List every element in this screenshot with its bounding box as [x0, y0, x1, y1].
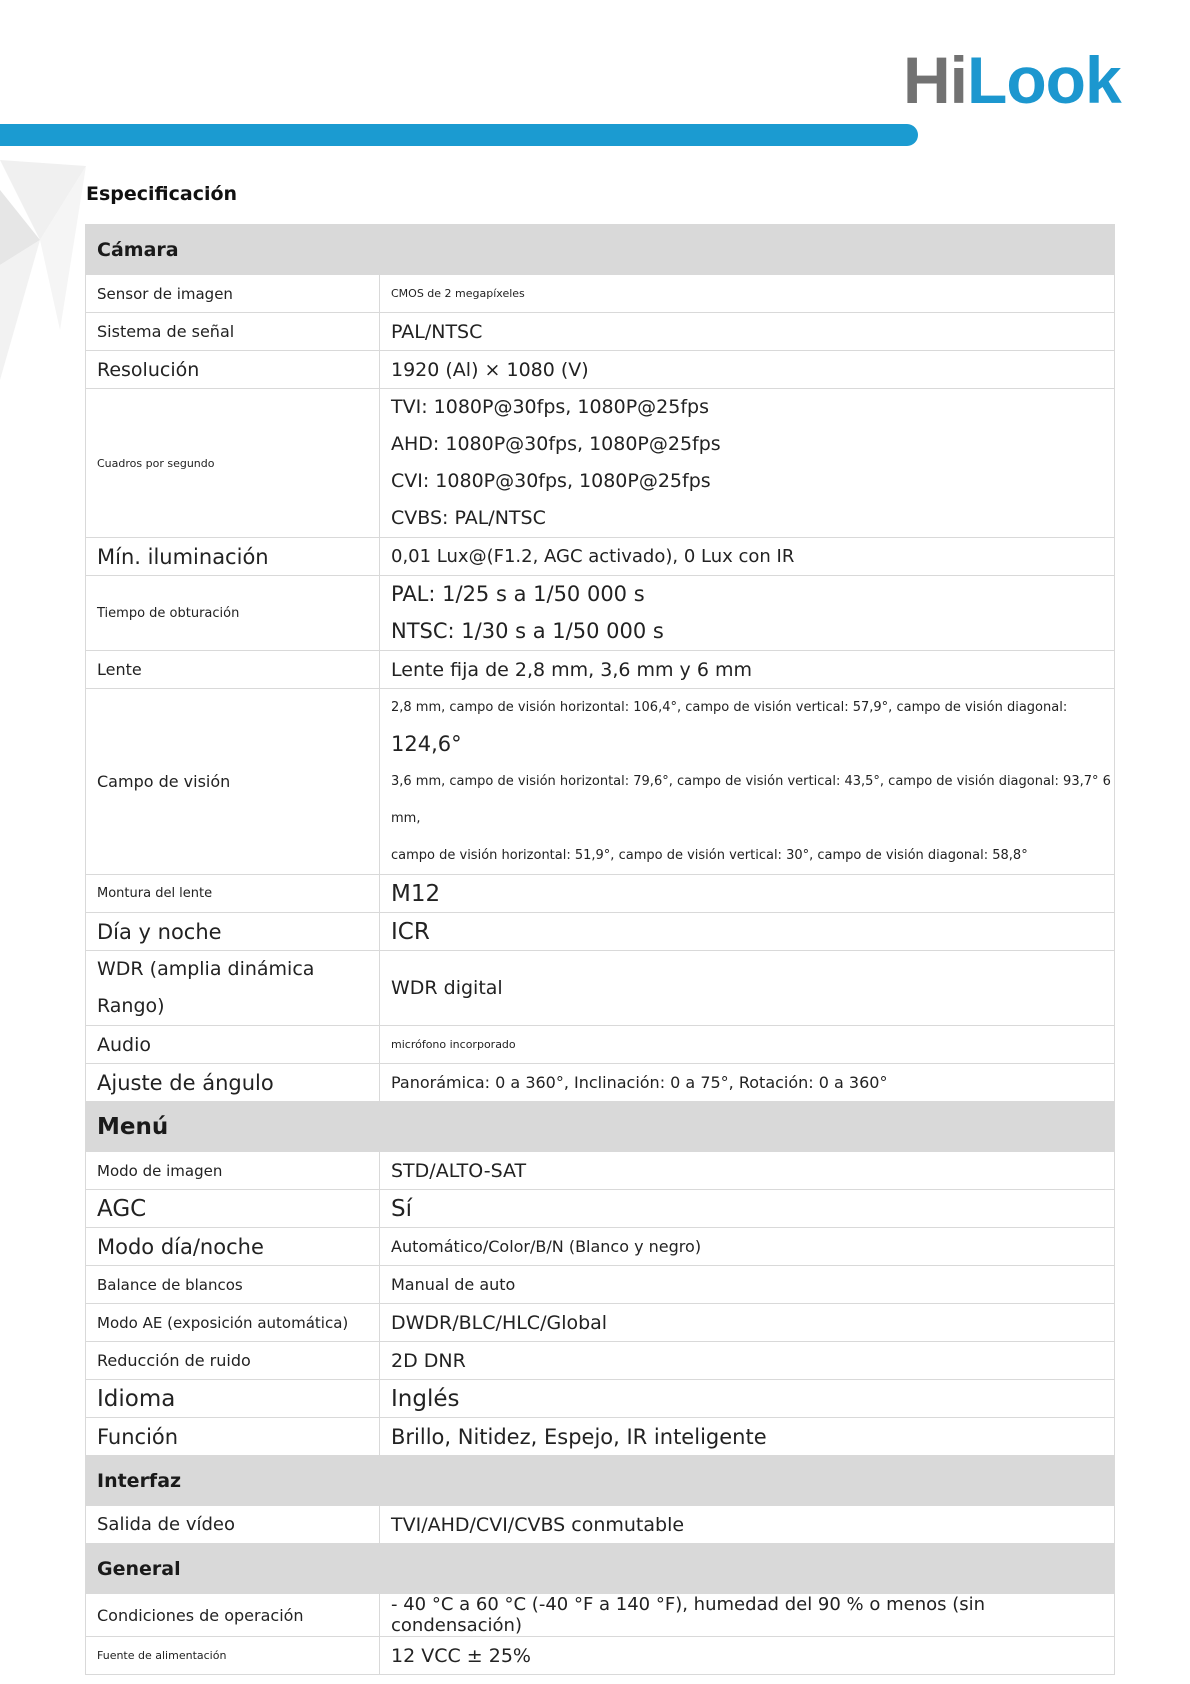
row-value	[380, 689, 1115, 875]
row-value: STD/ALTO-SAT	[380, 1152, 1115, 1190]
row-value: Automático/Color/B/N (Blanco y negro)	[380, 1228, 1115, 1266]
row-value: - 40 °C a 60 °C (-40 °F a 140 °F), humedad del 90 % o menos (sin condensación)	[380, 1594, 1115, 1637]
header-accent-bar	[0, 124, 918, 146]
decorative-shards	[0, 150, 90, 380]
row-value	[380, 576, 1115, 651]
row-label: Montura del lente	[86, 875, 380, 913]
row-value: DWDR/BLC/HLC/Global	[380, 1304, 1115, 1342]
table-row	[86, 1506, 1115, 1544]
row-label: Idioma	[86, 1380, 380, 1418]
row-value: 0,01 Lux@(F1.2, AGC activado), 0 Lux con IR	[380, 538, 1115, 576]
value-line: PAL: 1/25 s a 1/50 000 s	[391, 582, 645, 606]
section-title: Interfaz	[86, 1456, 1115, 1506]
table-row	[86, 1064, 1115, 1102]
section-camera	[86, 225, 1115, 275]
row-label: Fuente de alimentación	[86, 1637, 380, 1675]
row-label: Balance de blancos	[86, 1266, 380, 1304]
table-row	[86, 1190, 1115, 1228]
logo-hi: Hi	[903, 43, 967, 117]
row-label: Mín. iluminación	[86, 538, 380, 576]
row-label: Reducción de ruido	[86, 1342, 380, 1380]
row-label: Modo de imagen	[86, 1152, 380, 1190]
row-label: Modo AE (exposición automática)	[86, 1304, 380, 1342]
table-row	[86, 313, 1115, 351]
value-line: campo de visión horizontal: 51,9°, campo de visión vertical: 30°, campo de visión diagonal: 58,8°	[391, 848, 1028, 863]
value-line: 124,6°	[391, 732, 462, 756]
spec-table	[85, 224, 1115, 1675]
row-value: 12 VCC ± 25%	[380, 1637, 1115, 1675]
row-label: Tiempo de obturación	[86, 576, 380, 651]
value-line: 3,6 mm, campo de visión horizontal: 79,6°, campo de visión vertical: 43,5°, campo de visión diagonal: 93,7° 6 mm,	[391, 774, 1111, 826]
table-row	[86, 351, 1115, 389]
row-value: Inglés	[380, 1380, 1115, 1418]
value-line: 2,8 mm, campo de visión horizontal: 106,4°, campo de visión vertical: 57,9°, campo de visión diagonal:	[391, 700, 1068, 715]
row-value: WDR digital	[380, 951, 1115, 1026]
section-title: Cámara	[86, 225, 1115, 275]
table-row	[86, 651, 1115, 689]
table-row	[86, 389, 1115, 538]
row-label: Sensor de imagen	[86, 275, 380, 313]
table-row	[86, 576, 1115, 651]
table-row	[86, 1418, 1115, 1456]
page-title: Especificación	[86, 183, 238, 205]
row-label: Lente	[86, 651, 380, 689]
row-label: Campo de visión	[86, 689, 380, 875]
row-label: Día y noche	[86, 913, 380, 951]
row-value: CMOS de 2 megapíxeles	[380, 275, 1115, 313]
row-value: 1920 (Al) × 1080 (V)	[380, 351, 1115, 389]
table-row	[86, 1637, 1115, 1675]
row-value: 2D DNR	[380, 1342, 1115, 1380]
table-row	[86, 538, 1115, 576]
table-row	[86, 1026, 1115, 1064]
row-value: Sí	[380, 1190, 1115, 1228]
row-label: AGC	[86, 1190, 380, 1228]
row-value: PAL/NTSC	[380, 313, 1115, 351]
table-row	[86, 275, 1115, 313]
row-label: Audio	[86, 1026, 380, 1064]
row-value: ICR	[380, 913, 1115, 951]
table-row	[86, 689, 1115, 875]
table-row	[86, 1380, 1115, 1418]
value-line: CVI: 1080P@30fps, 1080P@25fps	[391, 470, 711, 492]
value-line: AHD: 1080P@30fps, 1080P@25fps	[391, 433, 721, 455]
row-value	[380, 389, 1115, 538]
table-row	[86, 875, 1115, 913]
row-label: Condiciones de operación	[86, 1594, 380, 1637]
row-value: TVI/AHD/CVI/CVBS conmutable	[380, 1506, 1115, 1544]
row-label: Función	[86, 1418, 380, 1456]
table-row	[86, 1304, 1115, 1342]
row-label: Ajuste de ángulo	[86, 1064, 380, 1102]
table-row	[86, 1152, 1115, 1190]
table-row	[86, 913, 1115, 951]
row-label: Salida de vídeo	[86, 1506, 380, 1544]
section-title: Menú	[86, 1102, 1115, 1152]
table-row	[86, 1228, 1115, 1266]
label-line: WDR (amplia dinámica	[97, 958, 315, 980]
row-label	[86, 951, 380, 1026]
row-label: Modo día/noche	[86, 1228, 380, 1266]
section-general	[86, 1544, 1115, 1594]
logo-look: Look	[967, 43, 1121, 117]
label-line: Rango)	[97, 995, 165, 1017]
row-value: Panorámica: 0 a 360°, Inclinación: 0 a 75°, Rotación: 0 a 360°	[380, 1064, 1115, 1102]
row-value: Lente fija de 2,8 mm, 3,6 mm y 6 mm	[380, 651, 1115, 689]
hilook-logo	[903, 43, 1121, 117]
table-row	[86, 1266, 1115, 1304]
row-value: Manual de auto	[380, 1266, 1115, 1304]
value-line: NTSC: 1/30 s a 1/50 000 s	[391, 619, 664, 643]
table-row	[86, 1342, 1115, 1380]
section-title: General	[86, 1544, 1115, 1594]
row-label: Resolución	[86, 351, 380, 389]
value-line: CVBS: PAL/NTSC	[391, 507, 546, 529]
row-label: Cuadros por segundo	[86, 389, 380, 538]
row-value: M12	[380, 875, 1115, 913]
row-value: Brillo, Nitidez, Espejo, IR inteligente	[380, 1418, 1115, 1456]
table-row	[86, 1594, 1115, 1637]
section-interface	[86, 1456, 1115, 1506]
value-line: TVI: 1080P@30fps, 1080P@25fps	[391, 396, 709, 418]
row-value: micrófono incorporado	[380, 1026, 1115, 1064]
table-row	[86, 951, 1115, 1026]
row-label: Sistema de señal	[86, 313, 380, 351]
section-menu	[86, 1102, 1115, 1152]
